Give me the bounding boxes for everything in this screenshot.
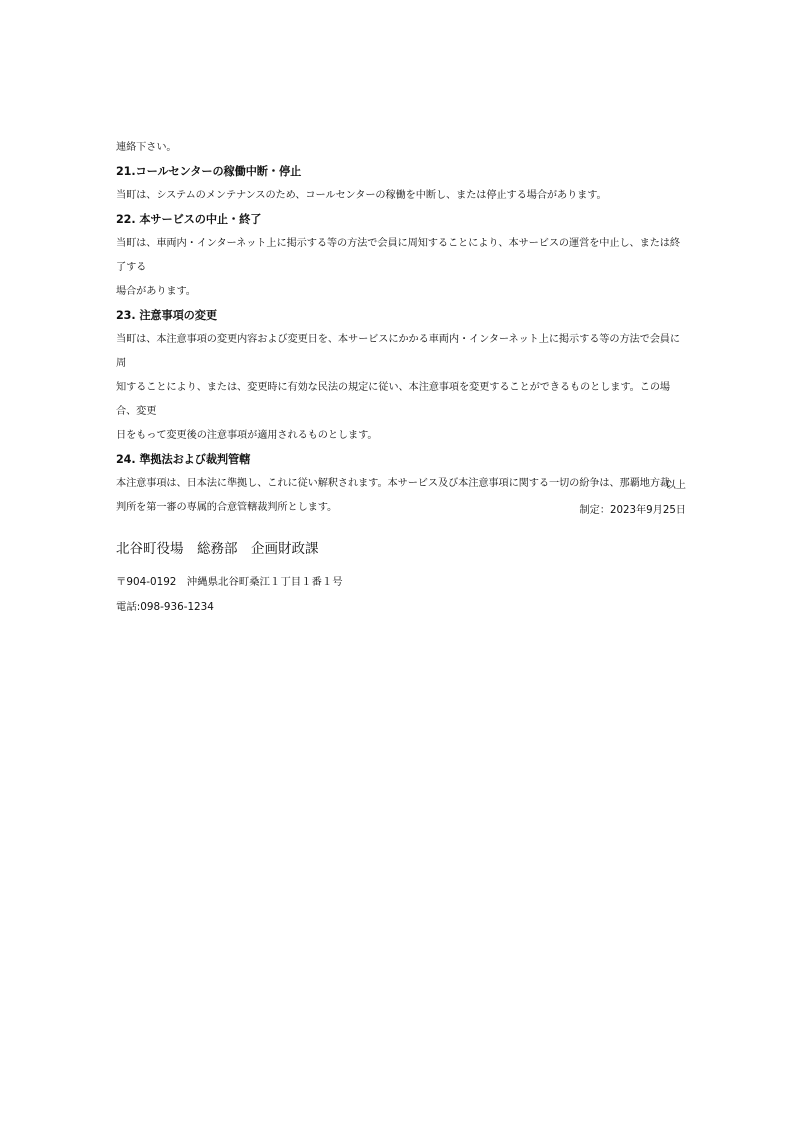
postal-address: 〒904-0192 沖縄県北谷町桑江１丁目１番１号 [116,576,343,588]
section-line: 判所を第一審の専属的合意管轄裁判所とします。 [116,502,338,513]
section-heading: 24. 準拠法および裁判管轄 [116,453,251,466]
section-line: 当町は、車両内・インターネット上に掲示する等の方法で会員に周知することにより、本サービスの運営を中止し、または終了する [116,238,680,273]
section-line: 知することにより、または、変更時に有効な民法の規定に従い、本注意事項を変更することができるものとします。この場合、変更 [116,382,670,417]
terms-body [116,136,686,520]
section-heading: 22. 本サービスの中止・終了 [116,213,262,226]
section-line: 本注意事項は、日本法に準拠し、これに従い解釈されます。本サービス及び本注意事項に関する一切の紛争は、那覇地方裁 [116,478,670,489]
section-line: 当町は、本注意事項の変更内容および変更日を、本サービスにかかる車両内・インターネット上に掲示する等の方法で会員に周 [116,334,680,369]
section-heading: 21.コールセンターの稼働中断・停止 [116,165,302,178]
section-21 [116,160,686,208]
organization-name: 北谷町役場 総務部 企画財政課 [116,541,319,557]
section-23 [116,304,686,448]
section-line: 場合があります。 [116,286,196,297]
phone-number: 電話:098-936-1234 [116,601,214,613]
section-line: 当町は、システムのメンテナンスのため、コールセンターの稼働を中断し、または停止する場合があります。 [116,190,607,201]
section-heading: 23. 注意事項の変更 [116,309,217,322]
enacted-date: 制定：2023年9月25日 [579,505,686,516]
section-22 [116,208,686,304]
section-line: 日をもって変更後の注意事項が適用されるものとします。 [116,430,378,441]
intro-continuation: 連絡下さい。 [116,142,177,153]
closing-text: 以上 [665,480,686,491]
